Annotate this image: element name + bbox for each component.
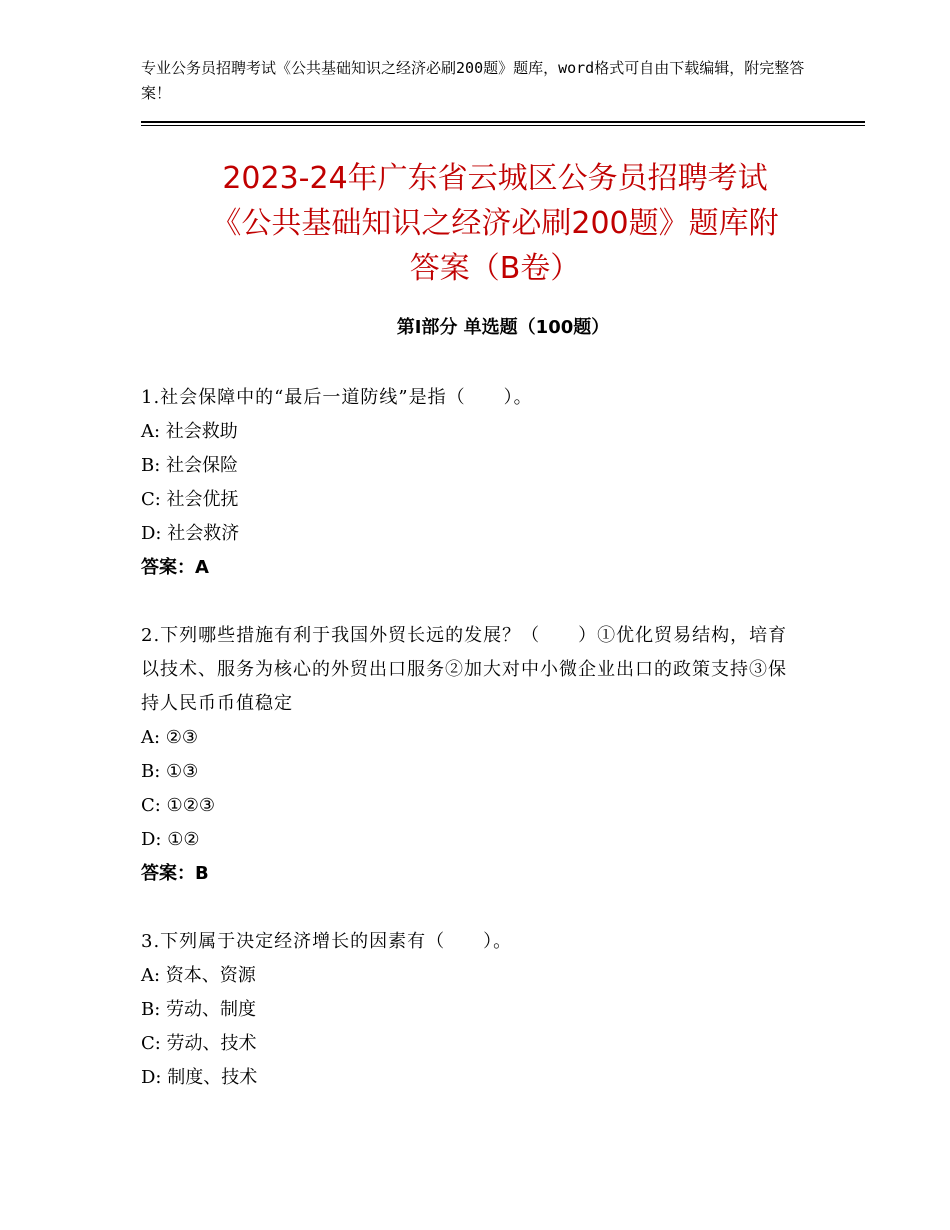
option-c: C: 社会优抚 bbox=[141, 489, 239, 510]
question-stem: 1.社会保障中的“最后一道防线”是指（ ）。 bbox=[141, 387, 533, 408]
answer: 答案：B bbox=[141, 863, 209, 884]
header-rule-thick bbox=[141, 121, 865, 123]
header-note: 专业公务员招聘考试《公共基础知识之经济必刷200题》题库，word格式可自由下载编辑，附完整答案！ bbox=[141, 59, 805, 102]
question-stem: 3.下列属于决定经济增长的因素有（ ）。 bbox=[141, 931, 513, 952]
header-rule-thin bbox=[141, 125, 865, 126]
title-line: 答案（B卷） bbox=[409, 251, 581, 286]
question-3 bbox=[141, 925, 801, 1095]
option-b: B: 社会保险 bbox=[141, 455, 239, 476]
section-title: 第Ⅰ部分 单选题（100题） bbox=[396, 317, 610, 338]
title-line: 《公共基础知识之经济必刷200题》题库附 bbox=[211, 206, 779, 241]
title-line: 2023-24年广东省云城区公务员招聘考试 bbox=[222, 161, 768, 196]
document-title bbox=[100, 156, 890, 291]
option-a: A: 社会救助 bbox=[141, 421, 238, 442]
option-b: B: ①③ bbox=[141, 761, 199, 782]
question-stem: 2.下列哪些措施有利于我国外贸长远的发展？（ ）①优化贸易结构，培育以技术、服务为核心的外贸出口服务②加大对中小微企业出口的政策支持③保持人民币币值稳定 bbox=[141, 625, 788, 714]
option-d: D: 制度、技术 bbox=[141, 1067, 258, 1088]
option-d: D: ①② bbox=[141, 829, 200, 850]
question-2 bbox=[141, 619, 801, 891]
option-c: C: ①②③ bbox=[141, 795, 215, 816]
option-d: D: 社会救济 bbox=[141, 523, 240, 544]
option-a: A: 资本、资源 bbox=[141, 965, 256, 986]
answer: 答案：A bbox=[141, 557, 209, 578]
option-b: B: 劳动、制度 bbox=[141, 999, 257, 1020]
option-c: C: 劳动、技术 bbox=[141, 1033, 257, 1054]
question-1 bbox=[141, 381, 801, 585]
option-a: A: ②③ bbox=[141, 727, 199, 748]
question-list bbox=[141, 381, 801, 1129]
